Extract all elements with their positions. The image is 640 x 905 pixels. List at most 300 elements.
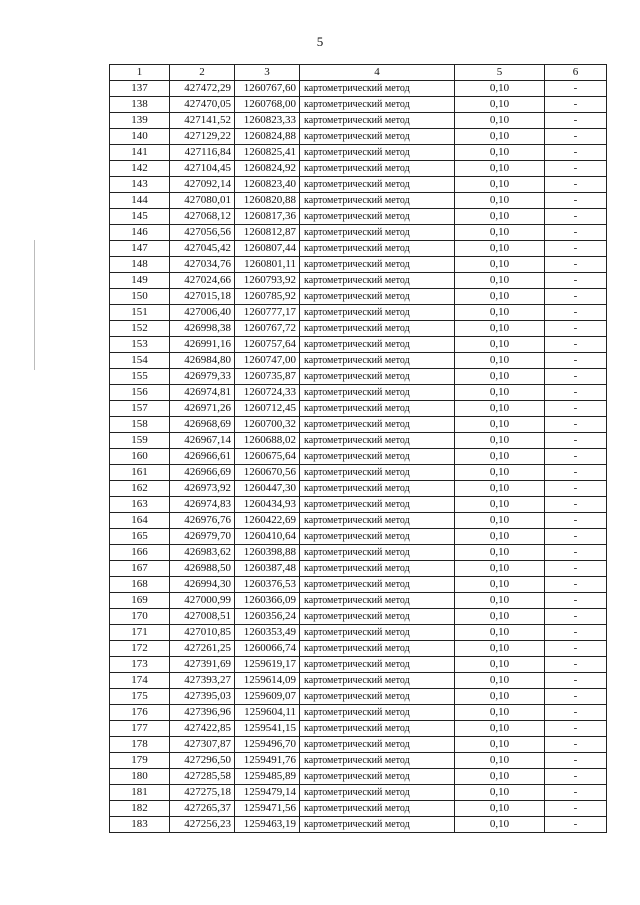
cell-y-coordinate: 1260688,02 (235, 433, 300, 449)
cell-note: - (545, 337, 607, 353)
cell-x-coordinate: 427008,51 (170, 609, 235, 625)
cell-y-coordinate: 1260812,87 (235, 225, 300, 241)
cell-point-number: 143 (110, 177, 170, 193)
table-row (110, 769, 607, 785)
cell-note: - (545, 385, 607, 401)
cell-method: картометрический метод (300, 577, 455, 593)
cell-method: картометрический метод (300, 641, 455, 657)
cell-note: - (545, 657, 607, 673)
cell-note: - (545, 753, 607, 769)
table-header-row (110, 65, 607, 81)
table-row (110, 145, 607, 161)
cell-accuracy: 0,10 (455, 657, 545, 673)
cell-accuracy: 0,10 (455, 513, 545, 529)
cell-x-coordinate: 427141,52 (170, 113, 235, 129)
cell-note: - (545, 129, 607, 145)
cell-note: - (545, 417, 607, 433)
cell-method: картометрический метод (300, 273, 455, 289)
table-row (110, 577, 607, 593)
cell-note: - (545, 433, 607, 449)
cell-note: - (545, 721, 607, 737)
cell-method: картометрический метод (300, 113, 455, 129)
cell-y-coordinate: 1259604,11 (235, 705, 300, 721)
cell-x-coordinate: 427470,05 (170, 97, 235, 113)
cell-point-number: 137 (110, 81, 170, 97)
cell-y-coordinate: 1260757,64 (235, 337, 300, 353)
cell-method: картометрический метод (300, 417, 455, 433)
cell-note: - (545, 689, 607, 705)
cell-method: картометрический метод (300, 177, 455, 193)
cell-point-number: 169 (110, 593, 170, 609)
table-row (110, 353, 607, 369)
cell-point-number: 161 (110, 465, 170, 481)
cell-y-coordinate: 1260434,93 (235, 497, 300, 513)
cell-x-coordinate: 426994,30 (170, 577, 235, 593)
table-row (110, 529, 607, 545)
cell-x-coordinate: 426974,83 (170, 497, 235, 513)
cell-method: картометрический метод (300, 817, 455, 833)
table-row (110, 177, 607, 193)
cell-method: картометрический метод (300, 225, 455, 241)
cell-note: - (545, 113, 607, 129)
cell-accuracy: 0,10 (455, 817, 545, 833)
table-row (110, 593, 607, 609)
cell-note: - (545, 625, 607, 641)
cell-point-number: 167 (110, 561, 170, 577)
cell-y-coordinate: 1259463,19 (235, 817, 300, 833)
cell-accuracy: 0,10 (455, 625, 545, 641)
cell-note: - (545, 529, 607, 545)
cell-y-coordinate: 1260777,17 (235, 305, 300, 321)
table-row (110, 305, 607, 321)
cell-y-coordinate: 1259471,56 (235, 801, 300, 817)
cell-y-coordinate: 1259541,15 (235, 721, 300, 737)
cell-accuracy: 0,10 (455, 801, 545, 817)
cell-y-coordinate: 1260824,92 (235, 161, 300, 177)
cell-x-coordinate: 426976,76 (170, 513, 235, 529)
table-row (110, 721, 607, 737)
cell-y-coordinate: 1259491,76 (235, 753, 300, 769)
coordinates-table (109, 64, 607, 833)
cell-point-number: 160 (110, 449, 170, 465)
cell-point-number: 148 (110, 257, 170, 273)
cell-note: - (545, 817, 607, 833)
cell-method: картометрический метод (300, 721, 455, 737)
cell-note: - (545, 81, 607, 97)
cell-note: - (545, 225, 607, 241)
cell-note: - (545, 609, 607, 625)
table-body (110, 81, 607, 833)
cell-note: - (545, 641, 607, 657)
cell-point-number: 156 (110, 385, 170, 401)
cell-accuracy: 0,10 (455, 769, 545, 785)
table-row (110, 433, 607, 449)
table-row (110, 401, 607, 417)
cell-accuracy: 0,10 (455, 497, 545, 513)
cell-note: - (545, 177, 607, 193)
column-header-5: 5 (455, 65, 545, 81)
cell-x-coordinate: 427307,87 (170, 737, 235, 753)
cell-x-coordinate: 426967,14 (170, 433, 235, 449)
cell-point-number: 154 (110, 353, 170, 369)
cell-accuracy: 0,10 (455, 273, 545, 289)
table-row (110, 417, 607, 433)
cell-accuracy: 0,10 (455, 593, 545, 609)
cell-note: - (545, 257, 607, 273)
cell-y-coordinate: 1260066,74 (235, 641, 300, 657)
cell-note: - (545, 97, 607, 113)
column-header-1: 1 (110, 65, 170, 81)
cell-method: картометрический метод (300, 401, 455, 417)
cell-x-coordinate: 427472,29 (170, 81, 235, 97)
cell-x-coordinate: 427129,22 (170, 129, 235, 145)
table-row (110, 689, 607, 705)
column-header-6: 6 (545, 65, 607, 81)
cell-method: картометрический метод (300, 465, 455, 481)
cell-method: картометрический метод (300, 257, 455, 273)
table-row (110, 753, 607, 769)
cell-y-coordinate: 1260712,45 (235, 401, 300, 417)
cell-x-coordinate: 427261,25 (170, 641, 235, 657)
cell-accuracy: 0,10 (455, 641, 545, 657)
cell-method: картометрический метод (300, 497, 455, 513)
cell-x-coordinate: 426966,69 (170, 465, 235, 481)
column-header-3: 3 (235, 65, 300, 81)
cell-method: картометрический метод (300, 593, 455, 609)
cell-method: картометрический метод (300, 801, 455, 817)
cell-method: картометрический метод (300, 353, 455, 369)
cell-accuracy: 0,10 (455, 369, 545, 385)
table-row (110, 193, 607, 209)
cell-x-coordinate: 427296,50 (170, 753, 235, 769)
cell-accuracy: 0,10 (455, 529, 545, 545)
column-header-2: 2 (170, 65, 235, 81)
cell-point-number: 182 (110, 801, 170, 817)
cell-x-coordinate: 427104,45 (170, 161, 235, 177)
cell-x-coordinate: 427422,85 (170, 721, 235, 737)
cell-note: - (545, 369, 607, 385)
cell-y-coordinate: 1260398,88 (235, 545, 300, 561)
cell-accuracy: 0,10 (455, 113, 545, 129)
table-row (110, 337, 607, 353)
cell-note: - (545, 241, 607, 257)
cell-accuracy: 0,10 (455, 145, 545, 161)
table-row (110, 113, 607, 129)
cell-method: картометрический метод (300, 449, 455, 465)
cell-note: - (545, 769, 607, 785)
cell-y-coordinate: 1260366,09 (235, 593, 300, 609)
table-row (110, 609, 607, 625)
cell-y-coordinate: 1260422,69 (235, 513, 300, 529)
table-row (110, 465, 607, 481)
cell-accuracy: 0,10 (455, 433, 545, 449)
cell-y-coordinate: 1260820,88 (235, 193, 300, 209)
cell-accuracy: 0,10 (455, 401, 545, 417)
cell-accuracy: 0,10 (455, 545, 545, 561)
cell-y-coordinate: 1260768,00 (235, 97, 300, 113)
cell-point-number: 152 (110, 321, 170, 337)
cell-method: картометрический метод (300, 689, 455, 705)
cell-x-coordinate: 426991,16 (170, 337, 235, 353)
cell-point-number: 171 (110, 625, 170, 641)
table-row (110, 545, 607, 561)
cell-point-number: 139 (110, 113, 170, 129)
cell-method: картометрический метод (300, 289, 455, 305)
table-row (110, 673, 607, 689)
cell-x-coordinate: 427000,99 (170, 593, 235, 609)
cell-x-coordinate: 426998,38 (170, 321, 235, 337)
cell-accuracy: 0,10 (455, 737, 545, 753)
cell-y-coordinate: 1259609,07 (235, 689, 300, 705)
cell-method: картометрический метод (300, 97, 455, 113)
cell-accuracy: 0,10 (455, 209, 545, 225)
cell-method: картометрический метод (300, 145, 455, 161)
cell-y-coordinate: 1260823,40 (235, 177, 300, 193)
cell-point-number: 159 (110, 433, 170, 449)
cell-x-coordinate: 426968,69 (170, 417, 235, 433)
cell-y-coordinate: 1260785,92 (235, 289, 300, 305)
cell-x-coordinate: 427116,84 (170, 145, 235, 161)
cell-accuracy: 0,10 (455, 465, 545, 481)
cell-y-coordinate: 1260387,48 (235, 561, 300, 577)
table-row (110, 209, 607, 225)
cell-x-coordinate: 426988,50 (170, 561, 235, 577)
cell-x-coordinate: 427045,42 (170, 241, 235, 257)
cell-method: картометрический метод (300, 385, 455, 401)
cell-x-coordinate: 427010,85 (170, 625, 235, 641)
cell-point-number: 177 (110, 721, 170, 737)
cell-x-coordinate: 426973,92 (170, 481, 235, 497)
cell-accuracy: 0,10 (455, 577, 545, 593)
cell-x-coordinate: 427396,96 (170, 705, 235, 721)
cell-method: картометрический метод (300, 769, 455, 785)
cell-x-coordinate: 427056,56 (170, 225, 235, 241)
cell-accuracy: 0,10 (455, 721, 545, 737)
cell-method: картометрический метод (300, 209, 455, 225)
cell-x-coordinate: 426966,61 (170, 449, 235, 465)
cell-note: - (545, 161, 607, 177)
cell-point-number: 179 (110, 753, 170, 769)
table-row (110, 81, 607, 97)
cell-y-coordinate: 1260447,30 (235, 481, 300, 497)
cell-note: - (545, 209, 607, 225)
cell-point-number: 164 (110, 513, 170, 529)
cell-point-number: 183 (110, 817, 170, 833)
cell-point-number: 151 (110, 305, 170, 321)
cell-y-coordinate: 1260670,56 (235, 465, 300, 481)
table-row (110, 449, 607, 465)
cell-point-number: 165 (110, 529, 170, 545)
cell-y-coordinate: 1259614,09 (235, 673, 300, 689)
table-row (110, 161, 607, 177)
cell-accuracy: 0,10 (455, 305, 545, 321)
table-row (110, 129, 607, 145)
cell-point-number: 140 (110, 129, 170, 145)
cell-method: картометрический метод (300, 337, 455, 353)
table-row (110, 321, 607, 337)
table-row (110, 625, 607, 641)
cell-accuracy: 0,10 (455, 97, 545, 113)
table-row (110, 801, 607, 817)
cell-y-coordinate: 1260376,53 (235, 577, 300, 593)
cell-method: картометрический метод (300, 369, 455, 385)
cell-y-coordinate: 1260410,64 (235, 529, 300, 545)
table-row (110, 737, 607, 753)
cell-point-number: 176 (110, 705, 170, 721)
cell-point-number: 150 (110, 289, 170, 305)
cell-point-number: 149 (110, 273, 170, 289)
cell-note: - (545, 401, 607, 417)
cell-accuracy: 0,10 (455, 481, 545, 497)
cell-accuracy: 0,10 (455, 673, 545, 689)
cell-y-coordinate: 1259485,89 (235, 769, 300, 785)
cell-x-coordinate: 427275,18 (170, 785, 235, 801)
cell-x-coordinate: 427393,27 (170, 673, 235, 689)
cell-accuracy: 0,10 (455, 449, 545, 465)
cell-note: - (545, 705, 607, 721)
cell-x-coordinate: 426974,81 (170, 385, 235, 401)
cell-note: - (545, 513, 607, 529)
cell-point-number: 144 (110, 193, 170, 209)
cell-y-coordinate: 1260767,60 (235, 81, 300, 97)
cell-x-coordinate: 427034,76 (170, 257, 235, 273)
cell-y-coordinate: 1260356,24 (235, 609, 300, 625)
cell-note: - (545, 449, 607, 465)
cell-y-coordinate: 1260823,33 (235, 113, 300, 129)
cell-accuracy: 0,10 (455, 705, 545, 721)
cell-method: картометрический метод (300, 433, 455, 449)
cell-x-coordinate: 427265,37 (170, 801, 235, 817)
table-row (110, 817, 607, 833)
cell-accuracy: 0,10 (455, 161, 545, 177)
cell-point-number: 170 (110, 609, 170, 625)
cell-accuracy: 0,10 (455, 225, 545, 241)
scan-margin-mark (34, 240, 35, 370)
cell-method: картометрический метод (300, 737, 455, 753)
cell-x-coordinate: 427006,40 (170, 305, 235, 321)
cell-point-number: 166 (110, 545, 170, 561)
cell-x-coordinate: 427391,69 (170, 657, 235, 673)
table-row (110, 385, 607, 401)
table-row (110, 241, 607, 257)
table-row (110, 273, 607, 289)
cell-point-number: 180 (110, 769, 170, 785)
cell-accuracy: 0,10 (455, 193, 545, 209)
cell-x-coordinate: 426971,26 (170, 401, 235, 417)
cell-note: - (545, 145, 607, 161)
cell-accuracy: 0,10 (455, 353, 545, 369)
cell-note: - (545, 321, 607, 337)
cell-note: - (545, 801, 607, 817)
cell-point-number: 178 (110, 737, 170, 753)
cell-y-coordinate: 1260825,41 (235, 145, 300, 161)
cell-accuracy: 0,10 (455, 177, 545, 193)
cell-y-coordinate: 1259479,14 (235, 785, 300, 801)
cell-y-coordinate: 1260735,87 (235, 369, 300, 385)
cell-point-number: 162 (110, 481, 170, 497)
cell-accuracy: 0,10 (455, 561, 545, 577)
table-row (110, 289, 607, 305)
cell-y-coordinate: 1260824,88 (235, 129, 300, 145)
cell-point-number: 168 (110, 577, 170, 593)
cell-x-coordinate: 427024,66 (170, 273, 235, 289)
cell-y-coordinate: 1259619,17 (235, 657, 300, 673)
cell-accuracy: 0,10 (455, 753, 545, 769)
table-row (110, 225, 607, 241)
cell-method: картометрический метод (300, 161, 455, 177)
cell-note: - (545, 305, 607, 321)
table-row (110, 369, 607, 385)
cell-y-coordinate: 1260801,11 (235, 257, 300, 273)
cell-method: картометрический метод (300, 129, 455, 145)
cell-method: картометрический метод (300, 673, 455, 689)
cell-point-number: 142 (110, 161, 170, 177)
cell-x-coordinate: 427068,12 (170, 209, 235, 225)
cell-point-number: 138 (110, 97, 170, 113)
cell-x-coordinate: 427395,03 (170, 689, 235, 705)
cell-note: - (545, 593, 607, 609)
cell-method: картометрический метод (300, 625, 455, 641)
cell-accuracy: 0,10 (455, 81, 545, 97)
cell-point-number: 163 (110, 497, 170, 513)
cell-method: картометрический метод (300, 657, 455, 673)
cell-note: - (545, 289, 607, 305)
cell-point-number: 175 (110, 689, 170, 705)
cell-method: картометрический метод (300, 529, 455, 545)
cell-point-number: 173 (110, 657, 170, 673)
cell-x-coordinate: 426979,70 (170, 529, 235, 545)
cell-point-number: 172 (110, 641, 170, 657)
cell-note: - (545, 561, 607, 577)
cell-accuracy: 0,10 (455, 689, 545, 705)
cell-note: - (545, 273, 607, 289)
cell-note: - (545, 737, 607, 753)
cell-method: картометрический метод (300, 545, 455, 561)
cell-note: - (545, 785, 607, 801)
cell-x-coordinate: 427285,58 (170, 769, 235, 785)
cell-y-coordinate: 1259496,70 (235, 737, 300, 753)
table-row (110, 481, 607, 497)
cell-method: картометрический метод (300, 81, 455, 97)
cell-point-number: 147 (110, 241, 170, 257)
page-number: 5 (316, 34, 324, 49)
cell-accuracy: 0,10 (455, 417, 545, 433)
cell-note: - (545, 673, 607, 689)
cell-y-coordinate: 1260747,00 (235, 353, 300, 369)
cell-point-number: 157 (110, 401, 170, 417)
cell-accuracy: 0,10 (455, 785, 545, 801)
cell-y-coordinate: 1260817,36 (235, 209, 300, 225)
table-row (110, 705, 607, 721)
cell-method: картометрический метод (300, 481, 455, 497)
cell-y-coordinate: 1260793,92 (235, 273, 300, 289)
cell-accuracy: 0,10 (455, 241, 545, 257)
cell-method: картометрический метод (300, 305, 455, 321)
cell-method: картометрический метод (300, 753, 455, 769)
cell-point-number: 145 (110, 209, 170, 225)
table-row (110, 97, 607, 113)
cell-note: - (545, 353, 607, 369)
cell-accuracy: 0,10 (455, 385, 545, 401)
cell-accuracy: 0,10 (455, 257, 545, 273)
cell-note: - (545, 497, 607, 513)
cell-y-coordinate: 1260353,49 (235, 625, 300, 641)
cell-note: - (545, 481, 607, 497)
cell-point-number: 141 (110, 145, 170, 161)
cell-note: - (545, 193, 607, 209)
cell-x-coordinate: 427080,01 (170, 193, 235, 209)
table-row (110, 641, 607, 657)
